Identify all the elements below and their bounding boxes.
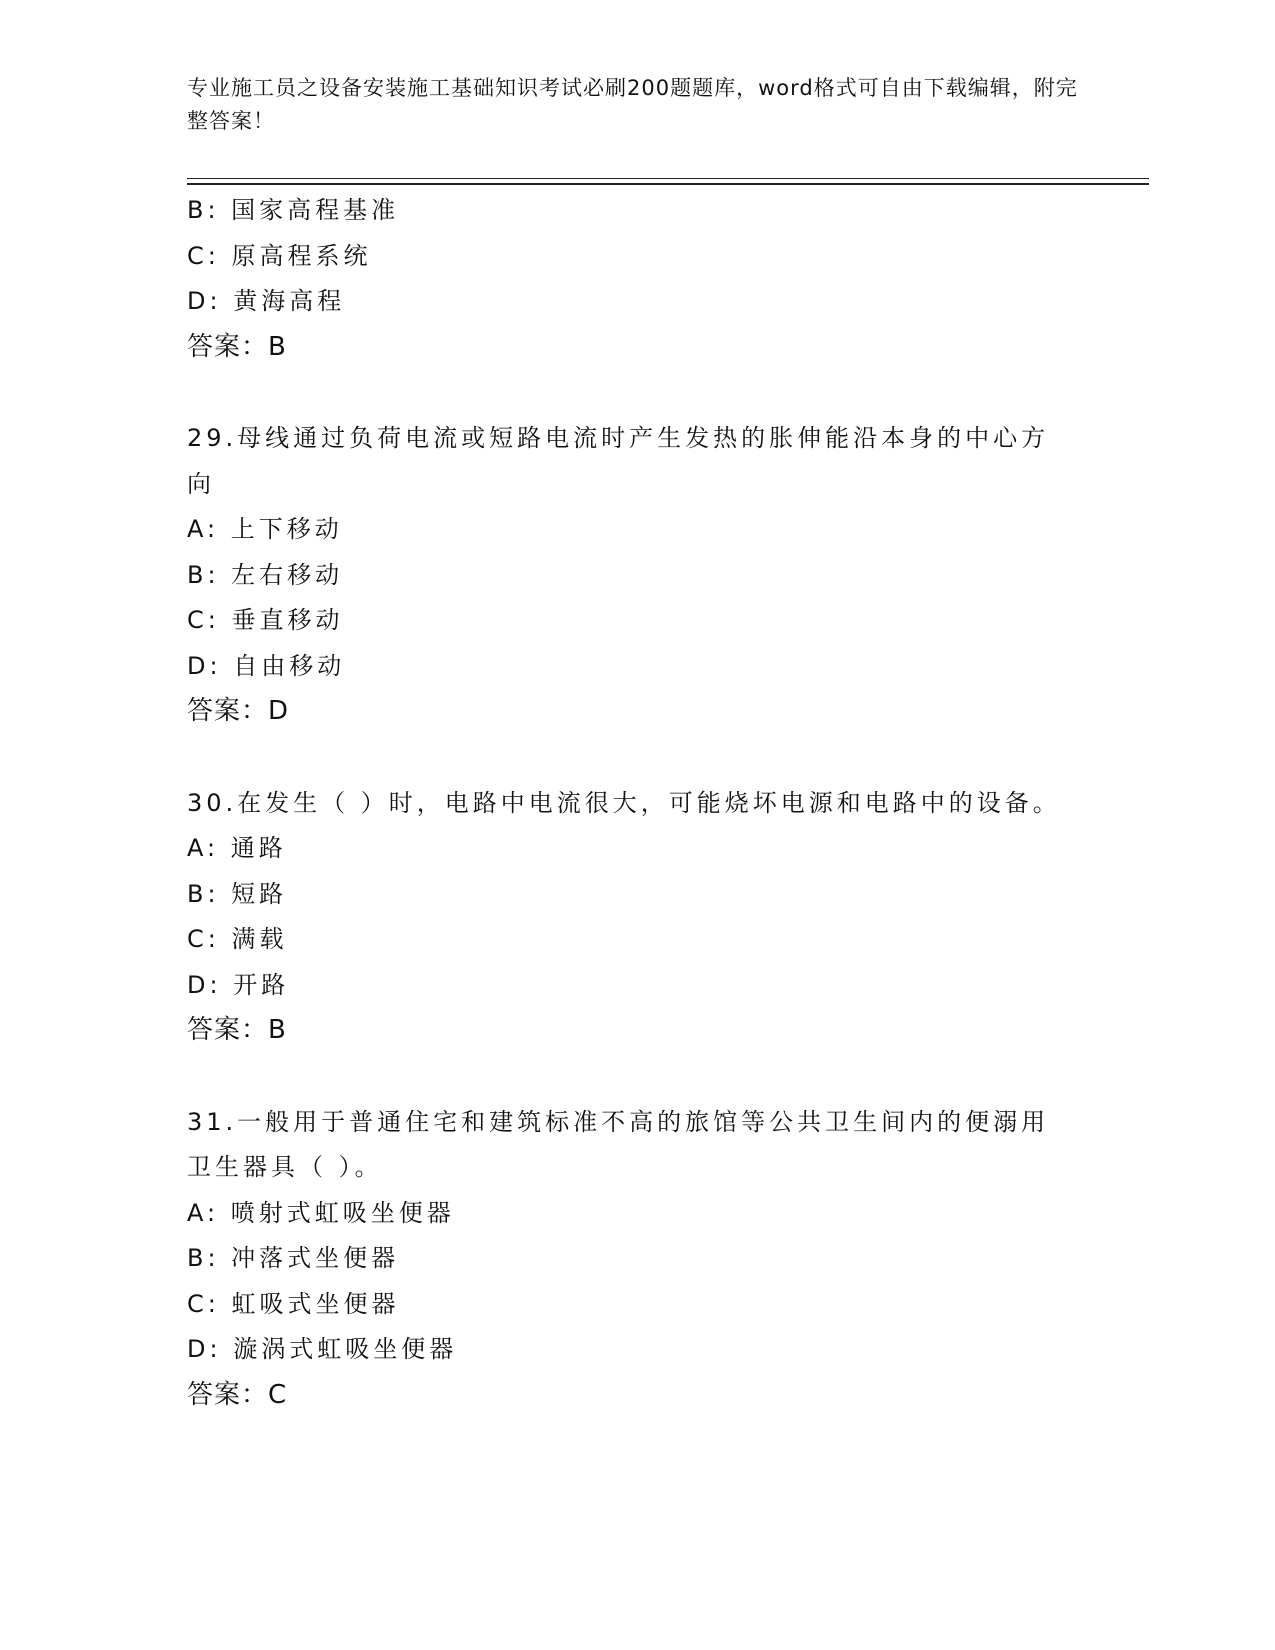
question-text: 29.母线通过负荷电流或短路电流时产生发热的胀伸能沿本身的中心方向 (187, 424, 1050, 498)
question-block-30 (187, 781, 1087, 1054)
header-divider-bottom (187, 183, 1149, 185)
question-text: 31.一般用于普通住宅和建筑标准不高的旅馆等公共卫生间内的便溺用卫生器具（ ）。 (187, 1107, 1050, 1181)
answer-line: 答案：B (187, 331, 287, 362)
option-d: D: 漩涡式虹吸坐便器 (187, 1335, 458, 1363)
question-block-31 (187, 1100, 1087, 1419)
option-c: C: 垂直移动 (187, 606, 344, 634)
option-b: B: 冲落式坐便器 (187, 1244, 400, 1272)
header-divider-top (187, 178, 1149, 179)
question-block-29 (187, 416, 1087, 735)
document-body (187, 188, 1087, 1418)
option-d: D: 黄海高程 (187, 287, 346, 315)
option-b: B: 国家高程基准 (187, 196, 400, 224)
option-c: C: 原高程系统 (187, 241, 372, 270)
answer-line: 答案：D (187, 696, 290, 726)
option-c: C: 满载 (187, 925, 288, 953)
option-c: C: 虹吸式坐便器 (187, 1289, 400, 1318)
answer-line: 答案：C (187, 1379, 288, 1410)
option-b: B: 短路 (187, 879, 288, 908)
option-d: D: 自由移动 (187, 651, 346, 680)
option-a: A: 上下移动 (187, 515, 343, 543)
option-b: B: 左右移动 (187, 560, 344, 589)
option-a: A: 通路 (187, 834, 287, 862)
question-text: 30.在发生（ ）时，电路中电流很大，可能烧坏电源和电路中的设备。 (187, 788, 1061, 817)
option-a: A: 喷射式虹吸坐便器 (187, 1198, 455, 1227)
document-header: 专业施工员之设备安装施工基础知识考试必刷200题题库，word格式可自由下载编辑，附完整答案！ (187, 76, 1078, 133)
option-d: D: 开路 (187, 970, 290, 999)
answer-line: 答案：B (187, 1015, 287, 1045)
question-block-28-continued (187, 188, 1087, 370)
